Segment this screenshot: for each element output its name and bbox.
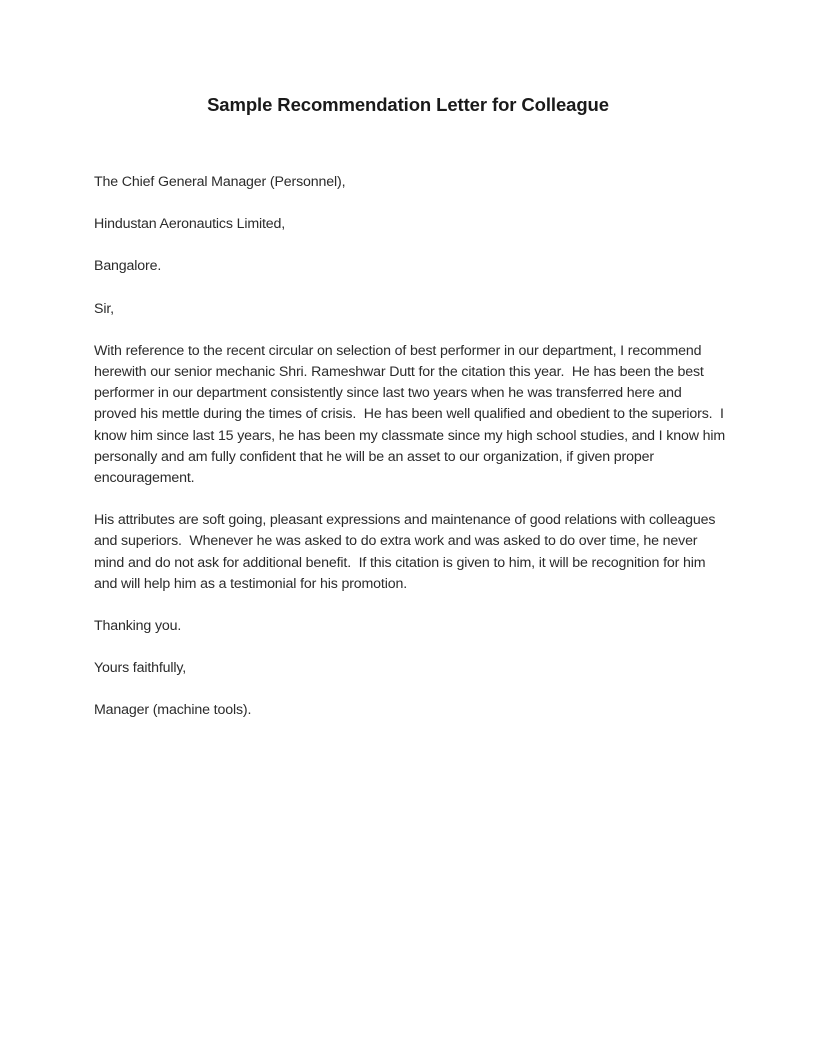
address-line-2: Hindustan Aeronautics Limited,: [94, 216, 286, 233]
closing-valediction: Yours faithfully,: [94, 660, 187, 677]
body-paragraph-2: His attributes are soft going, pleasant expressions and maintenance of good relations with colleagues and superiors. Whenever he was asked to do extra work and was asked to do over time, he never mind and do not ask for additional benefit. If this citation is given to him, it will be recognition for him and will help him as a testimonial for his promotion.: [94, 512, 720, 592]
address-line-1: The Chief General Manager (Personnel),: [94, 174, 346, 190]
closing-thanks: Thanking you.: [94, 618, 182, 635]
signature-designation: Manager (machine tools).: [94, 702, 252, 719]
page-title: Sample Recommendation Letter for Colleague: [207, 94, 609, 115]
letter-body: [94, 172, 729, 722]
address-line-3: Bangalore.: [94, 258, 162, 275]
body-paragraph-1: With reference to the recent circular on selection of best performer in our department, I recommend herewith our senior mechanic Shri. Rameshwar Dutt for the citation this year. He has been the best performer in our department consistently since last two years when he was transferred here and proved his mettle during the times of crisis. He has been well qualified and obedient to the superiors. I know him since last 15 years, he has been my classmate since my high school studies, and I know him personally and am fully confident that he will be an asset to our organization, if given proper encouragement.: [94, 342, 729, 487]
salutation: Sir,: [94, 300, 114, 317]
